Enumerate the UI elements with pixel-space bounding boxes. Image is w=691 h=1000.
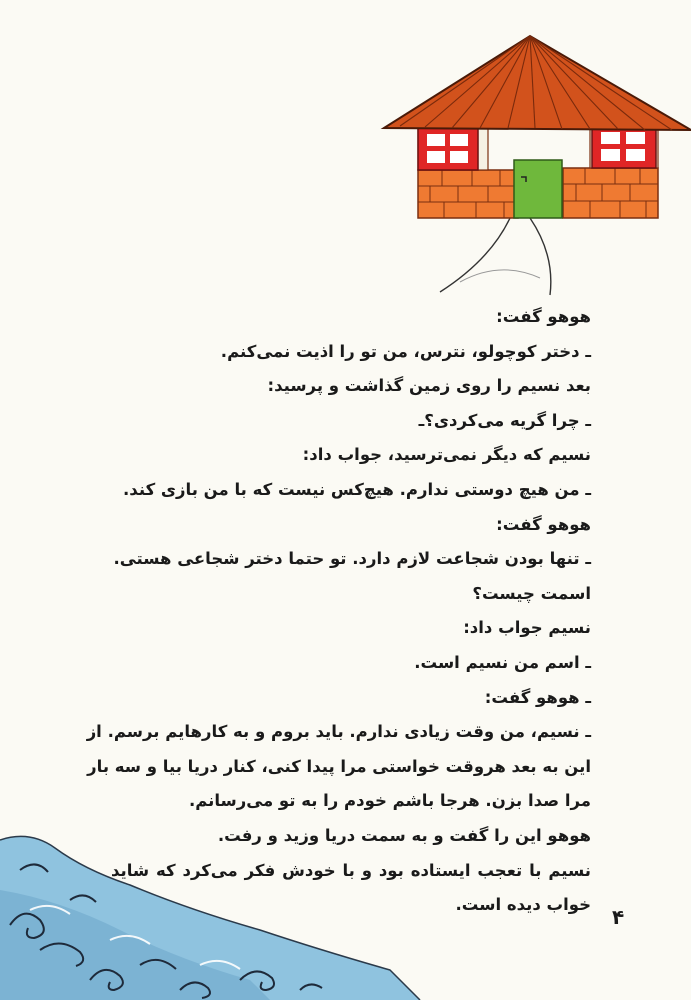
story-line: ـ تنها بودن شجاعت لازم دارد. تو حتما دختر شجاعی هستی. [113,549,591,569]
story-line: نسیم با تعجب ایستاده بود و با خودش فکر می‌کرد که شاید [111,860,591,880]
sea-illustration [0,830,691,1000]
story-line: مرا صدا بزن. هرجا باشم خودم را به تو می‌رسانم. [188,791,591,811]
story-line: ـ اسم من نسیم است. [414,652,591,672]
story-line: بعد نسیم را روی زمین گذاشت و پرسید: [267,376,591,396]
story-line: هوهو گفت: [496,514,591,534]
story-line: این به بعد هروقت خواستی مرا پیدا کنی، کنار دریا بیا و سه بار [87,756,591,776]
story-line: نسیم که دیگر نمی‌ترسید، جواب داد: [302,445,591,465]
story-line: ـ من هیچ دوستی ندارم. هیچ‌کس نیست که با من بازی کند. [123,479,591,499]
story-line: ـ نسیم، من وقت زیادی ندارم. باید بروم و به کارهایم برسم. از [86,722,591,742]
story-line: ـ هوهو گفت: [484,687,591,707]
story-line: اسمت چیست؟ [472,583,591,603]
story-line: خواب دیده است. [455,895,591,915]
page-number: ۴ [612,905,625,929]
story-line: هوهو این را گفت و به سمت دریا وزید و رفت. [217,825,591,845]
story-line: نسیم جواب داد: [463,618,591,638]
story-line: هوهو گفت: [496,307,591,326]
story-line: ـ چرا گریه می‌کردی؟ـ [418,410,591,430]
house-illustration [380,20,691,300]
story-line: ـ دختر کوچولو، نترس، من تو را اذیت نمی‌کنم. [220,341,591,361]
